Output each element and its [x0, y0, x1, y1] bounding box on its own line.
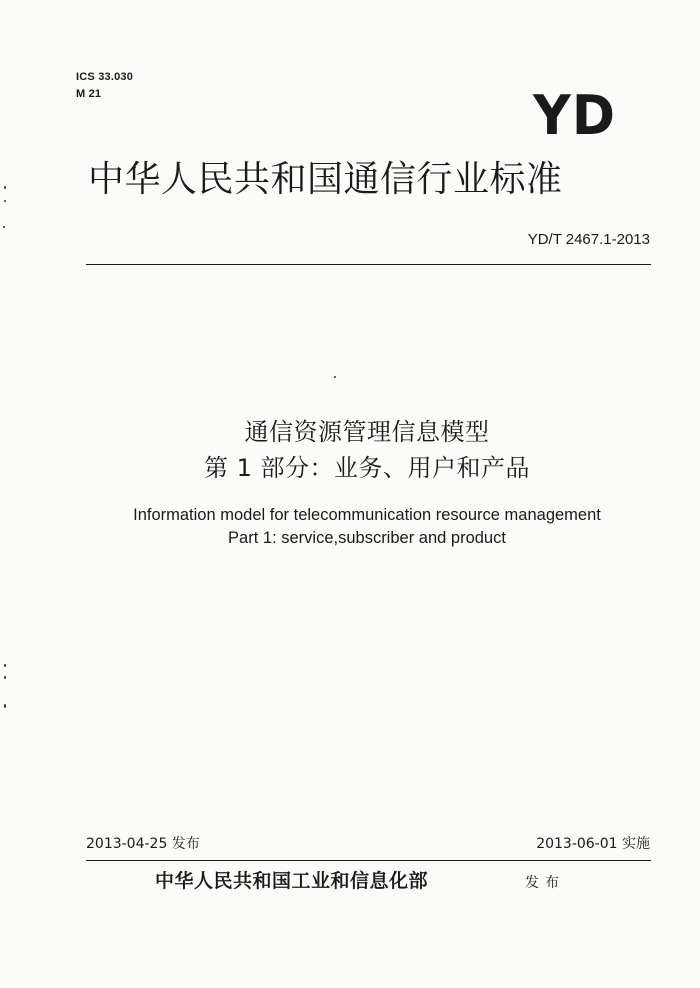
bottom-divider — [86, 860, 651, 861]
classification-code: M 21 — [76, 88, 102, 100]
title-english-line1: Information model for telecommunication resource management — [133, 506, 601, 524]
standard-number: YD/T 2467.1-2013 — [527, 231, 650, 248]
scan-speck — [4, 664, 6, 667]
issuing-authority: 中华人民共和国工业和信息化部 — [155, 870, 429, 892]
title-chinese-line1: 通信资源管理信息模型 — [244, 418, 490, 446]
issue-action: 发布 — [525, 875, 565, 891]
scan-speck — [334, 376, 336, 378]
scan-speck — [4, 186, 6, 189]
issue-date: 2013-04-25 发布 — [86, 836, 200, 852]
standard-category-title: 中华人民共和国通信行业标准 — [88, 159, 563, 200]
top-divider — [86, 264, 651, 265]
ics-code: ICS 33.030 — [76, 71, 134, 83]
scan-speck — [3, 226, 5, 228]
implementation-date: 2013-06-01 实施 — [536, 836, 650, 852]
title-chinese-line2: 第 1 部分：业务、用户和产品 — [203, 454, 531, 482]
title-english-line2: Part 1: service,subscriber and product — [228, 529, 506, 547]
yd-logo: YD — [533, 84, 616, 148]
scan-speck — [4, 676, 6, 679]
scan-speck — [4, 200, 6, 202]
scan-speck — [4, 704, 6, 708]
